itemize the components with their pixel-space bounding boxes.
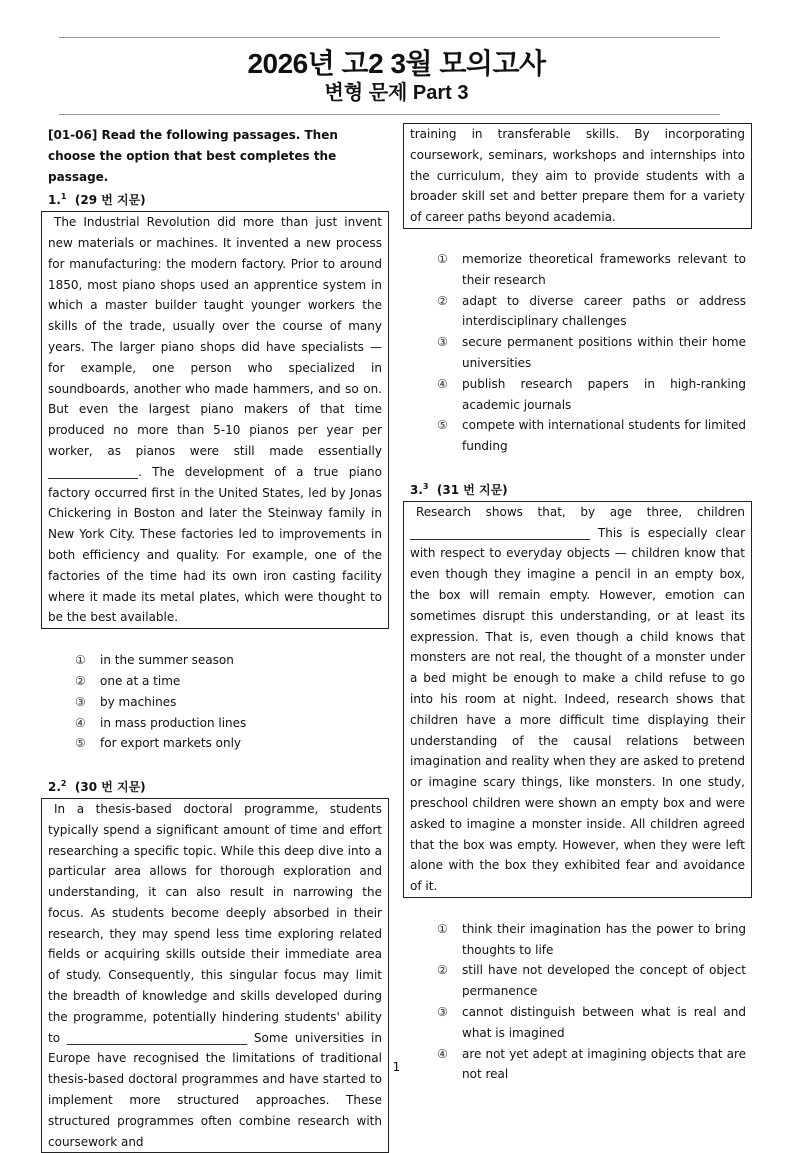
right-column [403, 123, 752, 1085]
option-text: in mass production lines [100, 715, 247, 730]
question-source: (29 번 지문) [74, 193, 146, 208]
option-number: ② [75, 673, 86, 688]
page-title: 2026년 고2 3월 모의고사 [247, 48, 546, 79]
footnote-mark: 3 [422, 481, 429, 491]
option-text: by machines [100, 694, 177, 709]
footnote-mark: 2 [60, 779, 67, 789]
option-text: compete with international students for limited funding [462, 418, 746, 454]
option[interactable] [437, 249, 746, 291]
option-text: are not yet adept at imagining objects that are not real [462, 1046, 746, 1082]
question-3-passage: Research shows that, by age three, children ______________________________ This is especially clear with respect to everyday objects — children know that even though they imagine a pencil in an empty box, the box will remain empty. However, emotion can sometimes disrupt this understanding, or at least its expression. That is, even though a child knows that monsters are not real, the thought of a monster under a bed might be enough to make a child refuse to go into his room at night. Indeed, research shows that children have a more difficult time displaying their understanding of the causal relations between imagination and reality when they are asked to pretend or imagine scary things, like monsters. In one study, preschool children were shown an empty box and were asked to imagine a monster inside. All children agreed that the box was empty. However, when they were left alone with the box they exhibited fear and avoidance of it. [403, 501, 752, 898]
question-source: (31 번 지문) [436, 482, 508, 497]
option-text: publish research papers in high-ranking academic journals [462, 376, 746, 412]
option[interactable] [437, 919, 746, 961]
question-2-heading [41, 774, 389, 798]
option-number: ⑤ [437, 418, 448, 433]
question-number: 1. [48, 193, 61, 208]
option-number: ③ [437, 335, 448, 350]
option[interactable] [75, 733, 389, 754]
question-2-passage-part1: In a thesis-based doctoral programme, students typically spend a significant amount of time and effort researching a specific topic. While this deep dive into a particular area allows for thorough exploration and understanding, it can also result in narrowing the focus. As students become deeply absorbed in their research, they may spend less time exploring related fields or acquiring skills outside their immediate area of study. Consequently, this singular focus may limit the breadth of knowledge and skills developed during the programme, potentially hindering students' ability to ______________________________ Some universities in Europe have recognised the limitations of traditional thesis-based doctoral programmes and have started to implement more structured approaches. These structured programmes often combine research with coursework and [41, 798, 389, 1153]
question-3-heading [403, 477, 752, 501]
instructions: [01-06] Read the following passages. Then choose the option that best completes the passage. [48, 128, 338, 184]
option[interactable] [437, 415, 746, 457]
question-number: 2. [48, 780, 61, 795]
left-column [41, 125, 389, 1153]
option-text: cannot distinguish between what is real and what is imagined [462, 1005, 746, 1040]
option-number: ⑤ [75, 736, 86, 751]
option[interactable] [75, 713, 389, 734]
option[interactable] [75, 650, 389, 671]
option-text: one at a time [100, 673, 181, 688]
question-source: (30 번 지문) [74, 780, 146, 795]
option[interactable] [437, 960, 746, 1002]
option-number: ② [437, 293, 448, 308]
option[interactable] [75, 692, 389, 713]
option-text: think their imagination has the power to bring thoughts to life [462, 921, 746, 957]
question-1-options [41, 650, 389, 754]
option[interactable] [437, 1002, 746, 1044]
top-rule [59, 37, 720, 38]
option-number: ④ [437, 376, 448, 391]
question-1-heading [41, 187, 389, 211]
question-2-passage-part2: training in transferable skills. By incorporating coursework, seminars, workshops and internships into the curriculum, they aim to provide students with a broader skill set and better prepare them for a variety of career paths beyond academia. [403, 123, 752, 229]
footnote-mark: 1 [60, 192, 67, 202]
page-number: 1 [392, 1060, 401, 1074]
option[interactable] [75, 671, 389, 692]
option-number: ① [437, 921, 448, 936]
option-number: ① [437, 251, 448, 266]
page-subtitle: 변형 문제 Part 3 [324, 82, 469, 104]
option[interactable] [437, 291, 746, 333]
option-number: ② [437, 963, 448, 978]
option-number: ④ [437, 1046, 448, 1061]
option-text: adapt to diverse career paths or address interdisciplinary challenges [462, 293, 746, 329]
option-text: in the summer season [100, 653, 234, 668]
option-text: for export markets only [100, 736, 242, 751]
option[interactable] [437, 332, 746, 374]
header-rule [59, 114, 720, 115]
option-text: secure permanent positions within their home universities [462, 335, 746, 370]
question-number: 3. [410, 482, 423, 497]
option-number: ③ [437, 1005, 448, 1020]
option-text: still have not developed the concept of object permanence [462, 963, 746, 999]
option-number: ① [75, 653, 86, 668]
option[interactable] [437, 374, 746, 416]
option-text: memorize theoretical frameworks relevant to their research [462, 251, 746, 287]
question-2-options [403, 249, 752, 457]
question-1-passage: The Industrial Revolution did more than just invent new materials or machines. It invented a new process for manufacturing: the modern factory. Prior to around 1850, most piano shops used an apprentice system in which a master builder taught younger workers the skills of the trade, usually over the course of many years. The larger piano shops did have specialists — for example, one person who specialized in soundboards, another who made hammers, and so on. But even the largest piano makers of that time produced no more than 5-10 pianos per year per worker, as pianos were still made essentially _______________. The development of a true piano factory occurred first in the United States, led by Jonas Chickering in Boston and later the Steinway family in New York City. These factories led to improvements in both efficiency and quality. For example, one of the factories of the time had its own iron casting facility where it made its metal plates, which were thought to be the best available. [41, 211, 389, 629]
option-number: ④ [75, 715, 86, 730]
option-number: ③ [75, 694, 86, 709]
